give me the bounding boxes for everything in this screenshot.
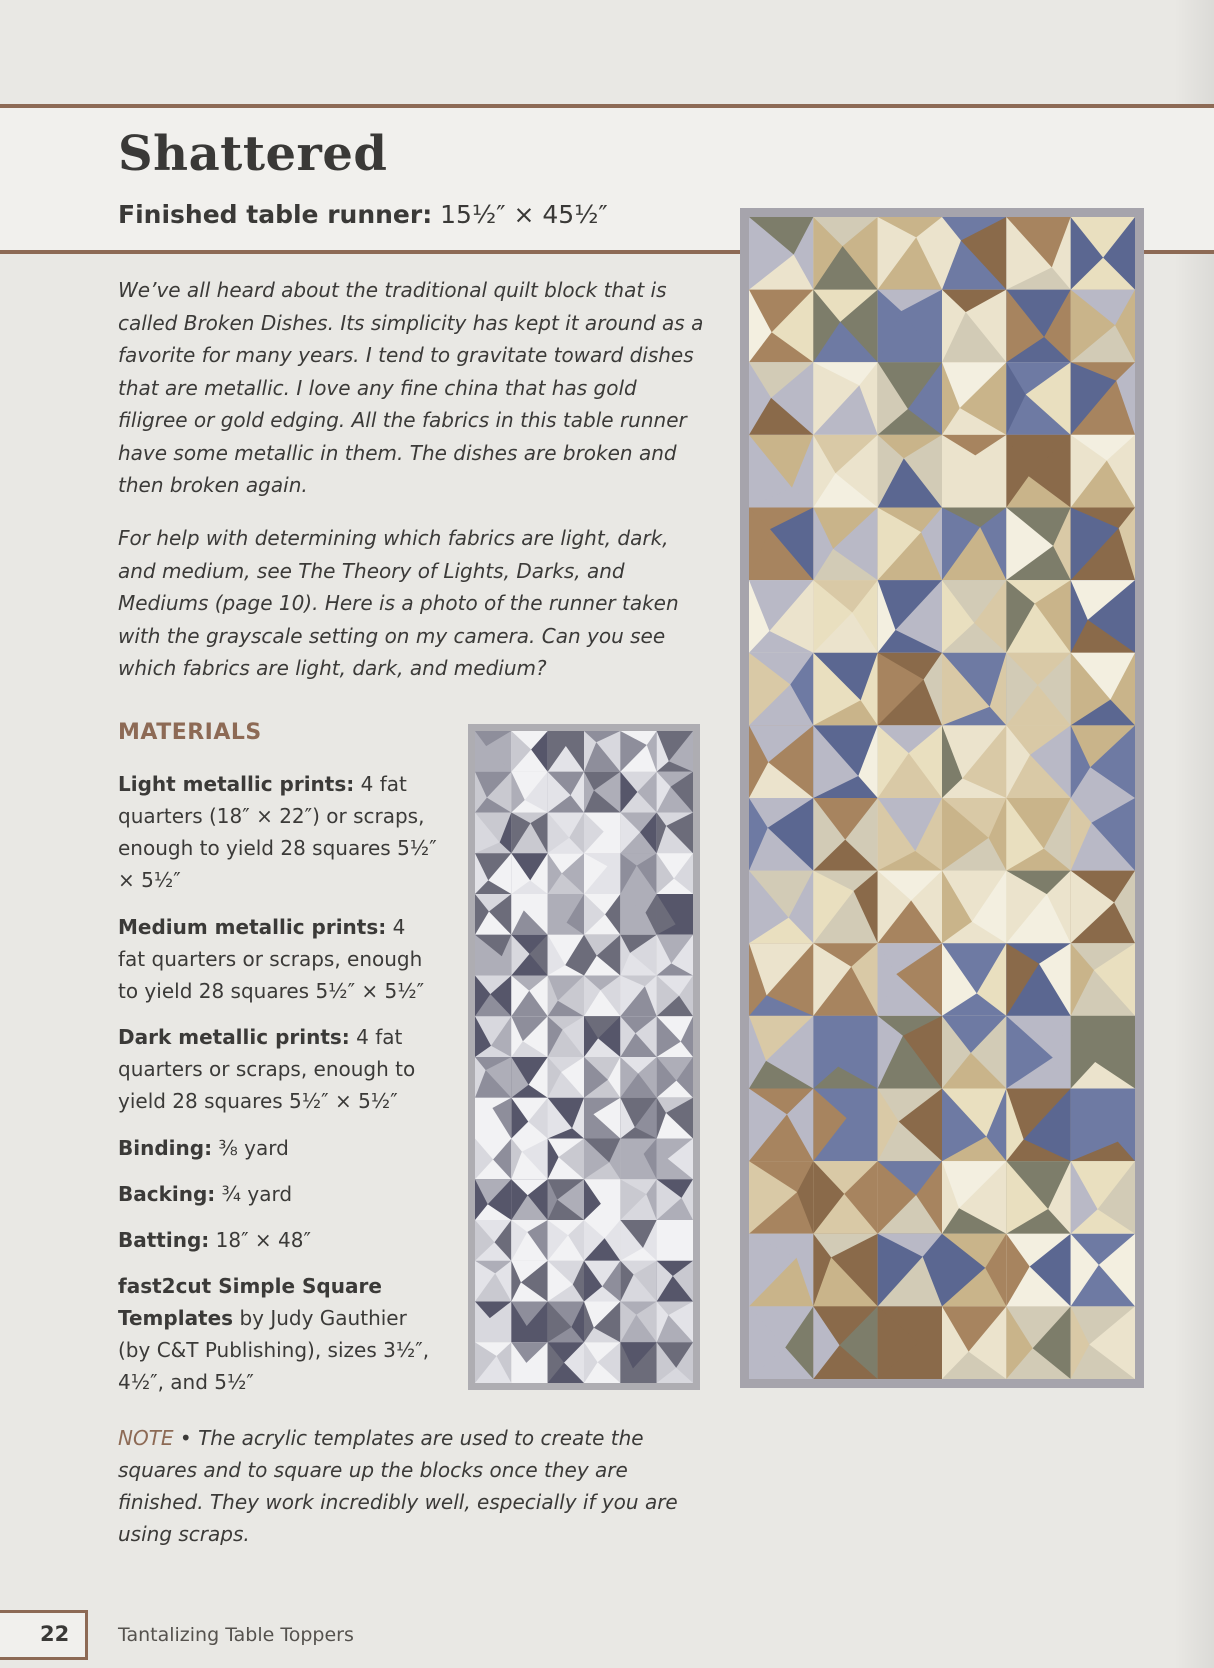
material-label: Dark metallic prints: (118, 1025, 350, 1049)
page-number: 22 (40, 1622, 70, 1646)
material-item (118, 1021, 438, 1117)
material-label: Medium metallic prints: (118, 915, 387, 939)
page-title: Shattered (118, 126, 388, 182)
material-text: 4 fat quarters (18″ × 22″) or scraps, enough to yield 28 squares 5½″ × 5½″ (118, 772, 437, 892)
intro-paragraph-2: For help with determining which fabrics are light, dark, and medium, see The Theory of Lights, Darks, and Mediums (page 10). Here is a photo of the runner taken with the grayscale setting on my camera. Can you see which fabrics are light, dark, and medium? (118, 526, 679, 680)
note-label: NOTE (118, 1426, 174, 1450)
material-text: ⅜ yard (212, 1136, 289, 1160)
materials-heading: MATERIALS (118, 720, 262, 745)
material-label: Binding: (118, 1136, 213, 1160)
material-item (118, 1132, 438, 1164)
material-text: ¾ yard (215, 1182, 293, 1206)
material-text: 4 fat quarters or scraps, enough to yield 28 squares 5½″ × 5½″ (118, 1025, 416, 1113)
material-label: Batting: (118, 1228, 210, 1252)
material-label: fast2cut Simple Square Templates (118, 1274, 382, 1330)
material-text: by Judy Gauthier (by C&T Publishing), sizes 3½″, 4½″, and 5½″ (118, 1306, 430, 1394)
material-text: 18″ × 48″ (209, 1228, 311, 1252)
material-text: 4 fat quarters or scraps, enough to yield 28 squares 5½″ × 5½″ (118, 915, 425, 1003)
material-label: Light metallic prints: (118, 772, 355, 796)
finished-size-value: 15½″ × 45½″ (440, 200, 608, 229)
grayscale-runner-photo (468, 724, 700, 1390)
material-label: Backing: (118, 1182, 216, 1206)
intro-paragraph-1: We’ve all heard about the traditional quilt block that is called Broken Dishes. Its simplicity has kept it around as a favorite for many years. I tend to gravitate toward dishes that are metallic. I love any fine china that has gold filigree or gold edging. All the fabrics in this table runner have some metallic in them. The dishes are broken and then broken again. (118, 278, 704, 497)
note-text: • The acrylic templates are used to create the squares and to square up the blocks once they are finished. They work incredibly well, especially if you are using scraps. (118, 1426, 678, 1546)
material-item (118, 1224, 438, 1256)
material-item (118, 1178, 438, 1210)
material-item (118, 911, 438, 1007)
running-head: Tantalizing Table Toppers (118, 1624, 354, 1646)
note-paragraph (118, 1422, 718, 1550)
finished-size-line (118, 200, 608, 229)
finished-size-label: Finished table runner: (118, 200, 433, 229)
material-item (118, 1270, 438, 1398)
material-item (118, 768, 438, 896)
color-runner-photo (740, 208, 1144, 1388)
